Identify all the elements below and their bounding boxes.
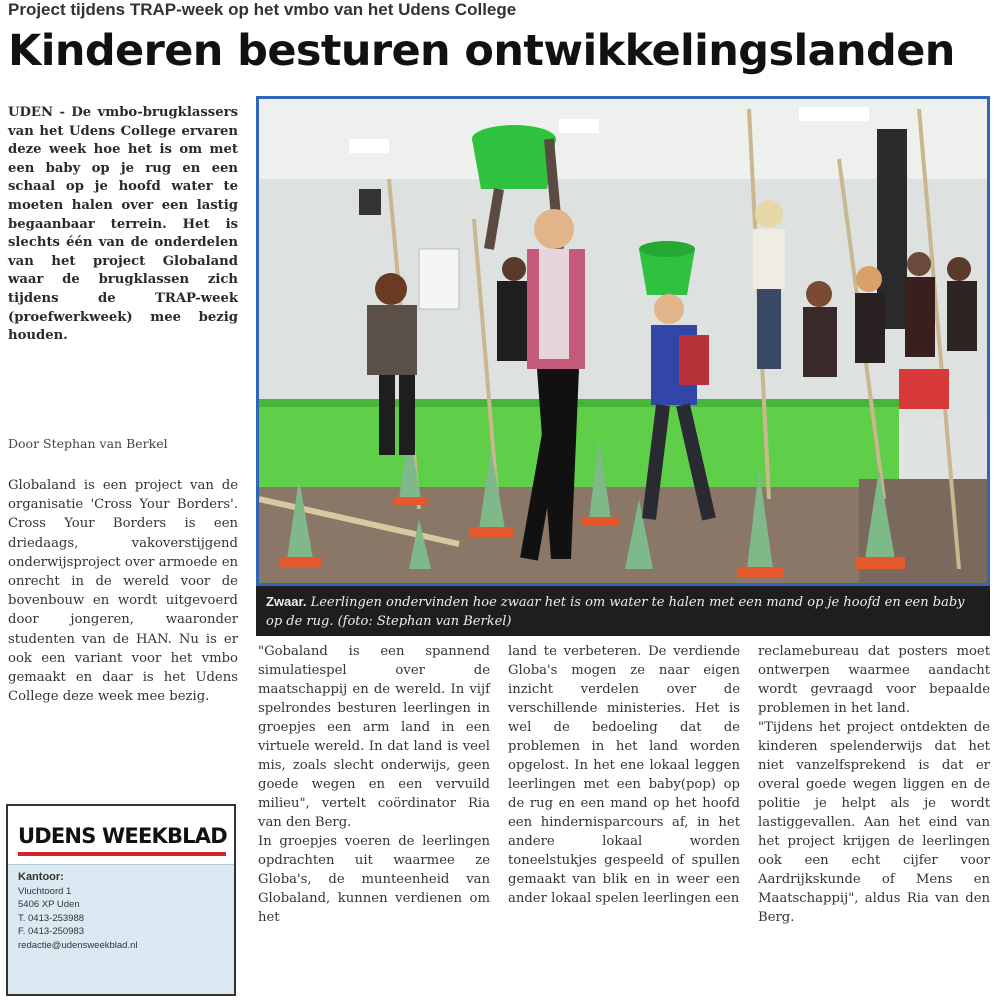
newspaper-brand-band — [8, 806, 234, 865]
article-byline: Door Stephan van Berkel — [8, 436, 168, 451]
office-street: Vluchtoord 1 — [18, 885, 72, 897]
newspaper-logo: UDENS WEEKBLAD — [18, 824, 227, 848]
article-kicker: Project tijdens TRAP-week op het vmbo van het Udens College — [8, 0, 517, 19]
office-email[interactable]: redactie@udensweekblad.nl — [18, 939, 138, 951]
column-4-paragraph-1: reclamebureau dat posters moet ontwerpen waarmee aandacht wordt gevraagd voor bepaalde problemen in het land. — [758, 644, 990, 716]
article-column-2 — [258, 642, 490, 927]
office-phone: T. 0413-253988 — [18, 912, 85, 924]
column-3-paragraph: land te verbeteren. De verdiende Globa's mogen ze naar eigen inzicht verdelen over de verschillende ministeries. Het is wel de bedoeling dat de problemen in het land worden opgelost. In het ene lokaal leggen leerlingen met een baby(pop) op de rug en een mand op het hoofd een hindernisparcours af, in het andere lokaal worden toneelstukjes gespeeld of spullen gemaakt van blik en in weer een ander lokaal spelen leerlingen een — [508, 644, 740, 906]
office-address — [8, 865, 234, 958]
brand-red-line — [18, 852, 226, 856]
photo-illustration — [259, 99, 987, 583]
photo-caption — [256, 586, 990, 636]
column-4-paragraph-2: "Tijdens het project ontdekten de kinderen spelenderwijs dat het niet vanzelfsprekend is dat er overal goede wegen liggen en de politie je helpt als je wordt lastiggevallen. Aan het eind van het project krijgen de leerlingen ook een echt cijfer voor Aardrijkskunde of Mens en Maatschappij", aldus Ria van den Berg. — [758, 720, 990, 925]
column-2-paragraph-1: "Gobaland is een spannend simulatiespel over de maatschappij en de wereld. In vijf spelrondes besturen leerlingen in groepjes een arm land in een virtuele wereld. In dat land is veel mis, zoals slecht onderwijs, geen goede wegen en een vervuild milieu", vertelt coördinator Ria van den Berg. — [258, 644, 490, 830]
article-lead: UDEN - De vmbo-brugklassers van het Udens College ervaren deze week hoe het is om met een baby op je rug en een schaal op je hoofd water te moeten halen over een lastig begaanbaar terrein. Het is slechts één van de onderdelen van het project Globaland waar de brugklassen zich tijdens de TRAP-week (proefwerkweek) mee bezig houden. — [8, 105, 238, 344]
office-label: Kantoor: — [18, 871, 64, 883]
article-column-3 — [508, 642, 740, 908]
article-left-column: Globaland is een project van de organisatie 'Cross Your Borders'. Cross Your Borders is een driedaags, vakoverstijgend onderwijsproject over armoede en onrecht in de wereld voor de bovenbouw en wordt uitgevoerd door jongeren, waaronder studenten van de HAN. Nu is er ook een variant voor het vmbo gemaakt en daar is het Udens College deze week mee bezig. — [8, 478, 238, 705]
article-column-4 — [758, 642, 990, 927]
caption-label: Zwaar. — [266, 594, 307, 609]
caption-text: Leerlingen ondervinden hoe zwaar het is om water te halen met een mand op je hoofd en een baby op de rug. (foto: Stephan van Berkel) — [266, 595, 965, 629]
office-fax: F. 0413-250983 — [18, 926, 85, 937]
newspaper-contact-box — [6, 804, 236, 996]
article-photo — [256, 96, 990, 586]
article-headline: Kinderen besturen ontwikkelingslanden — [8, 26, 955, 76]
column-2-paragraph-2: In groepjes voeren de leerlingen opdrachten uit waarmee ze Globa's, de munteenheid van Globaland, kunnen verdienen om het — [258, 834, 490, 925]
office-postcode: 5406 XP Uden — [18, 899, 80, 910]
